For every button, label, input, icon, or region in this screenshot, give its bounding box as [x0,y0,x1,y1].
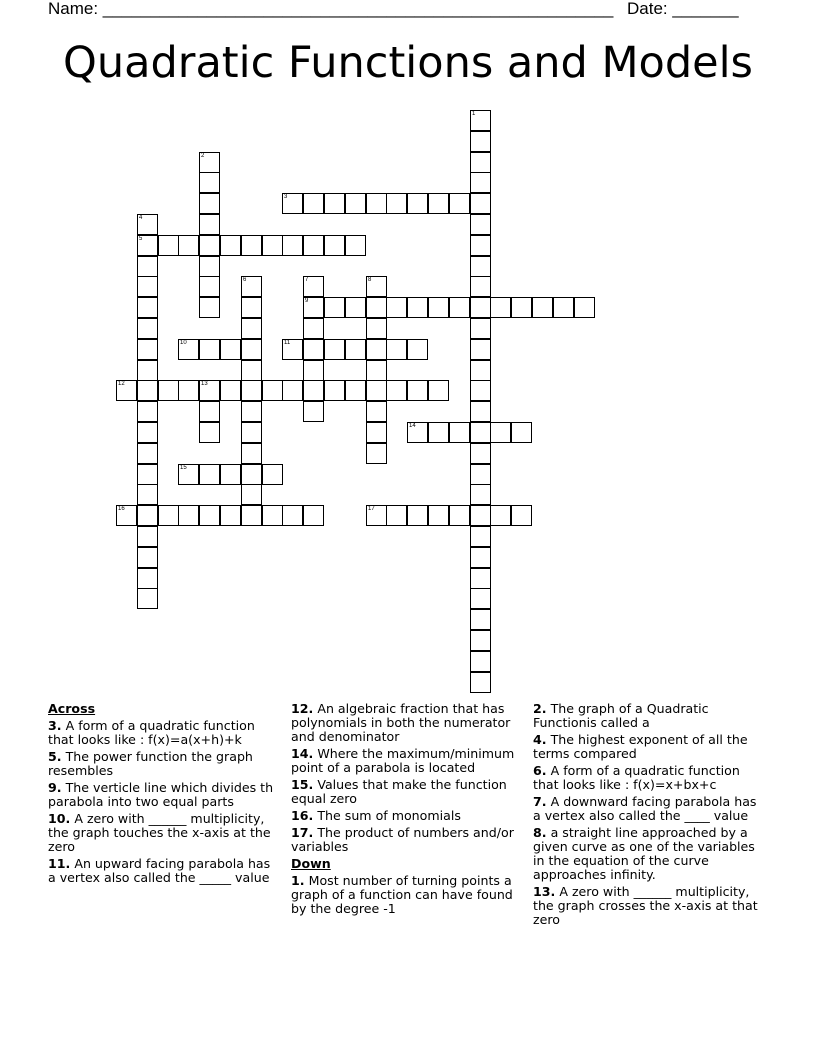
clue-number: 13. [533,884,556,899]
clue-down-7 [533,795,765,823]
grid-cell [366,401,387,422]
clue-number: 7. [533,794,547,809]
clue-across-16 [291,809,523,823]
grid-cell [303,339,324,360]
grid-cell [366,276,387,297]
cell-number: 10 [180,340,187,346]
down-heading: Down [291,856,331,871]
grid-cell [470,651,491,672]
grid-cell [282,380,303,401]
clue-number: 6. [533,763,547,778]
grid-cell [262,235,283,256]
grid-cell [449,422,470,443]
clue-number: 10. [48,811,71,826]
grid-cell [199,401,220,422]
grid-cell [303,235,324,256]
clue-text: Where the maximum/minimum point of a parabola is located [291,746,515,775]
grid-cell [262,505,283,526]
across-heading: Across [48,701,96,716]
grid-cell [470,526,491,547]
grid-cell [137,588,158,609]
grid-cell [366,297,387,318]
grid-cell [137,339,158,360]
grid-cell [303,401,324,422]
cell-number: 9 [305,298,309,304]
grid-cell [324,380,345,401]
grid-cell [407,339,428,360]
grid-cell [116,380,137,401]
clue-text: The power function the graph resembles [48,749,253,778]
grid-cell [199,297,220,318]
cell-number: 12 [118,381,125,387]
grid-cell [532,297,553,318]
grid-cell [366,443,387,464]
grid-cell [324,339,345,360]
grid-cell [241,464,262,485]
grid-cell [199,193,220,214]
grid-cell [407,193,428,214]
clue-text: The verticle line which divides th parabola into two equal parts [48,780,274,809]
clue-number: 3. [48,718,62,733]
grid-cell [303,297,324,318]
clue-down-8 [533,826,765,882]
grid-cell [366,339,387,360]
grid-cell [449,193,470,214]
grid-cell [428,297,449,318]
grid-cell [282,505,303,526]
grid-cell [137,505,158,526]
grid-cell [345,235,366,256]
cell-number: 8 [368,277,372,283]
clue-across-11 [48,857,280,885]
grid-cell [366,318,387,339]
grid-cell [303,318,324,339]
clue-across-14 [291,747,523,775]
grid-cell [199,339,220,360]
grid-cell [220,235,241,256]
grid-cell [345,339,366,360]
grid-cell [490,422,511,443]
grid-cell [470,360,491,381]
grid-cell [178,339,199,360]
clue-number: 8. [533,825,547,840]
grid-cell [366,193,387,214]
grid-cell [366,380,387,401]
clue-text: The sum of monomials [317,808,461,823]
grid-cell [282,339,303,360]
grid-cell [137,401,158,422]
grid-cell [178,380,199,401]
clue-down-2 [533,702,765,730]
clue-text: A downward facing parabola has a vertex also called the ____ value [533,794,757,823]
clue-text: The highest exponent of all the terms compared [533,732,748,761]
grid-cell [262,464,283,485]
grid-cell [386,297,407,318]
clue-text: A form of a quadratic function that looks like : f(x)=a(x+h)+k [48,718,255,747]
grid-cell [470,588,491,609]
grid-cell [553,297,574,318]
grid-cell [241,401,262,422]
grid-cell [470,235,491,256]
grid-cell [511,297,532,318]
clue-across-12 [291,702,523,744]
clue-text: Most number of turning points a graph of a function can have found by the degree -1 [291,873,513,916]
grid-cell [470,172,491,193]
grid-cell [220,380,241,401]
grid-cell [324,235,345,256]
grid-cell [470,131,491,152]
grid-cell [470,193,491,214]
grid-cell [241,505,262,526]
grid-cell [449,297,470,318]
clue-text: The product of numbers and/or variables [291,825,514,854]
grid-cell [470,464,491,485]
grid-cell [137,318,158,339]
grid-cell [199,152,220,173]
grid-cell [199,380,220,401]
clue-number: 1. [291,873,305,888]
grid-cell [241,443,262,464]
clue-number: 11. [48,856,71,871]
grid-cell [345,193,366,214]
grid-cell [470,505,491,526]
grid-cell [428,505,449,526]
grid-cell [428,380,449,401]
grid-cell [220,339,241,360]
grid-cell [137,526,158,547]
grid-cell [428,193,449,214]
grid-cell [116,505,137,526]
grid-cell [137,484,158,505]
grid-cell [241,380,262,401]
grid-cell [199,172,220,193]
clue-text: The graph of a Quadratic Functionis called a [533,701,709,730]
grid-cell [470,443,491,464]
grid-cell [158,380,179,401]
clue-number: 16. [291,808,314,823]
clue-down-13 [533,885,765,927]
cell-number: 14 [409,423,416,429]
cell-number: 13 [201,381,208,387]
grid-cell [199,256,220,277]
grid-cell [490,297,511,318]
grid-cell [345,297,366,318]
grid-cell [158,235,179,256]
grid-cell [470,214,491,235]
clue-down-4 [533,733,765,761]
grid-cell [241,484,262,505]
grid-cell [178,505,199,526]
grid-cell [303,505,324,526]
cell-number: 16 [118,506,125,512]
clue-text: An upward facing parabola has a vertex also called the _____ value [48,856,271,885]
grid-cell [137,235,158,256]
grid-cell [241,297,262,318]
grid-cell [511,422,532,443]
grid-cell [282,235,303,256]
grid-cell [470,256,491,277]
grid-cell [470,276,491,297]
grid-cell [470,568,491,589]
clue-text: A zero with ______ multiplicity, the graph crosses the x-axis at that zero [533,884,758,927]
grid-cell [386,339,407,360]
grid-cell [428,422,449,443]
grid-cell [137,443,158,464]
cell-number: 4 [139,215,143,221]
grid-cell [199,505,220,526]
clue-down-1 [291,874,523,916]
grid-cell [490,505,511,526]
grid-cell [137,422,158,443]
grid-cell [241,339,262,360]
grid-cell [470,422,491,443]
date-label: Date: _______ [627,0,739,18]
clue-across-15 [291,778,523,806]
cell-number: 7 [305,277,309,283]
clue-across-9 [48,781,280,809]
clue-number: 15. [291,777,314,792]
grid-cell [137,256,158,277]
grid-cell [241,422,262,443]
clue-number: 12. [291,701,314,716]
grid-cell [199,235,220,256]
grid-cell [303,380,324,401]
grid-cell [470,672,491,693]
cell-number: 3 [284,194,288,200]
grid-cell [241,318,262,339]
grid-cell [470,401,491,422]
clue-text: A zero with ______ multiplicity, the graph touches the x-axis at the zero [48,811,271,854]
cell-number: 15 [180,465,187,471]
grid-cell [199,214,220,235]
grid-cell [241,235,262,256]
clue-text: Values that make the function equal zero [291,777,507,806]
grid-cell [470,484,491,505]
grid-cell [220,505,241,526]
grid-cell [158,505,179,526]
clue-column-2 [291,702,523,919]
clue-across-5 [48,750,280,778]
grid-cell [407,380,428,401]
clue-number: 17. [291,825,314,840]
clue-column-3 [533,702,765,930]
grid-cell [137,360,158,381]
page-title: Quadratic Functions and Models [63,38,753,88]
grid-cell [262,380,283,401]
cell-number: 1 [472,111,476,117]
grid-cell [137,547,158,568]
grid-cell [449,505,470,526]
grid-cell [366,505,387,526]
grid-cell [324,297,345,318]
grid-cell [407,505,428,526]
clue-text: A form of a quadratic function that looks like : f(x)=x+bx+c [533,763,740,792]
grid-cell [511,505,532,526]
grid-cell [407,422,428,443]
grid-cell [345,380,366,401]
grid-cell [303,276,324,297]
name-label: Name: ______________________________________________________ [48,0,614,18]
grid-cell [470,297,491,318]
clue-number: 5. [48,749,62,764]
grid-cell [470,609,491,630]
grid-cell [178,235,199,256]
grid-cell [178,464,199,485]
grid-cell [366,422,387,443]
clue-number: 9. [48,780,62,795]
cell-number: 5 [139,236,143,242]
clue-number: 4. [533,732,547,747]
grid-cell [137,464,158,485]
cell-number: 17 [368,506,375,512]
clue-text: An algebraic fraction that has polynomials in both the numerator and denominator [291,701,511,744]
grid-cell [199,422,220,443]
grid-cell [199,464,220,485]
grid-cell [470,380,491,401]
grid-cell [137,380,158,401]
grid-cell [470,152,491,173]
grid-cell [386,505,407,526]
grid-cell [470,630,491,651]
grid-cell [282,193,303,214]
grid-cell [366,360,387,381]
grid-cell [137,276,158,297]
grid-cell [241,276,262,297]
grid-cell [470,339,491,360]
clue-number: 14. [291,746,314,761]
clue-across-3 [48,719,280,747]
grid-cell [407,297,428,318]
grid-cell [303,360,324,381]
grid-cell [470,318,491,339]
clue-across-17 [291,826,523,854]
grid-cell [241,360,262,381]
grid-cell [220,464,241,485]
clue-text: a straight line approached by a given curve as one of the variables in the equation of the curve approaches infinity. [533,825,755,882]
grid-cell [470,110,491,131]
grid-cell [574,297,595,318]
grid-cell [303,193,324,214]
grid-cell [470,547,491,568]
grid-cell [137,297,158,318]
grid-cell [386,380,407,401]
clue-across-10 [48,812,280,854]
grid-cell [137,568,158,589]
cell-number: 6 [243,277,247,283]
clue-number: 2. [533,701,547,716]
grid-cell [386,193,407,214]
grid-cell [199,276,220,297]
grid-cell [137,214,158,235]
cell-number: 11 [284,340,291,346]
clue-column-1 [48,702,280,888]
grid-cell [324,193,345,214]
cell-number: 2 [201,153,205,159]
clue-down-6 [533,764,765,792]
